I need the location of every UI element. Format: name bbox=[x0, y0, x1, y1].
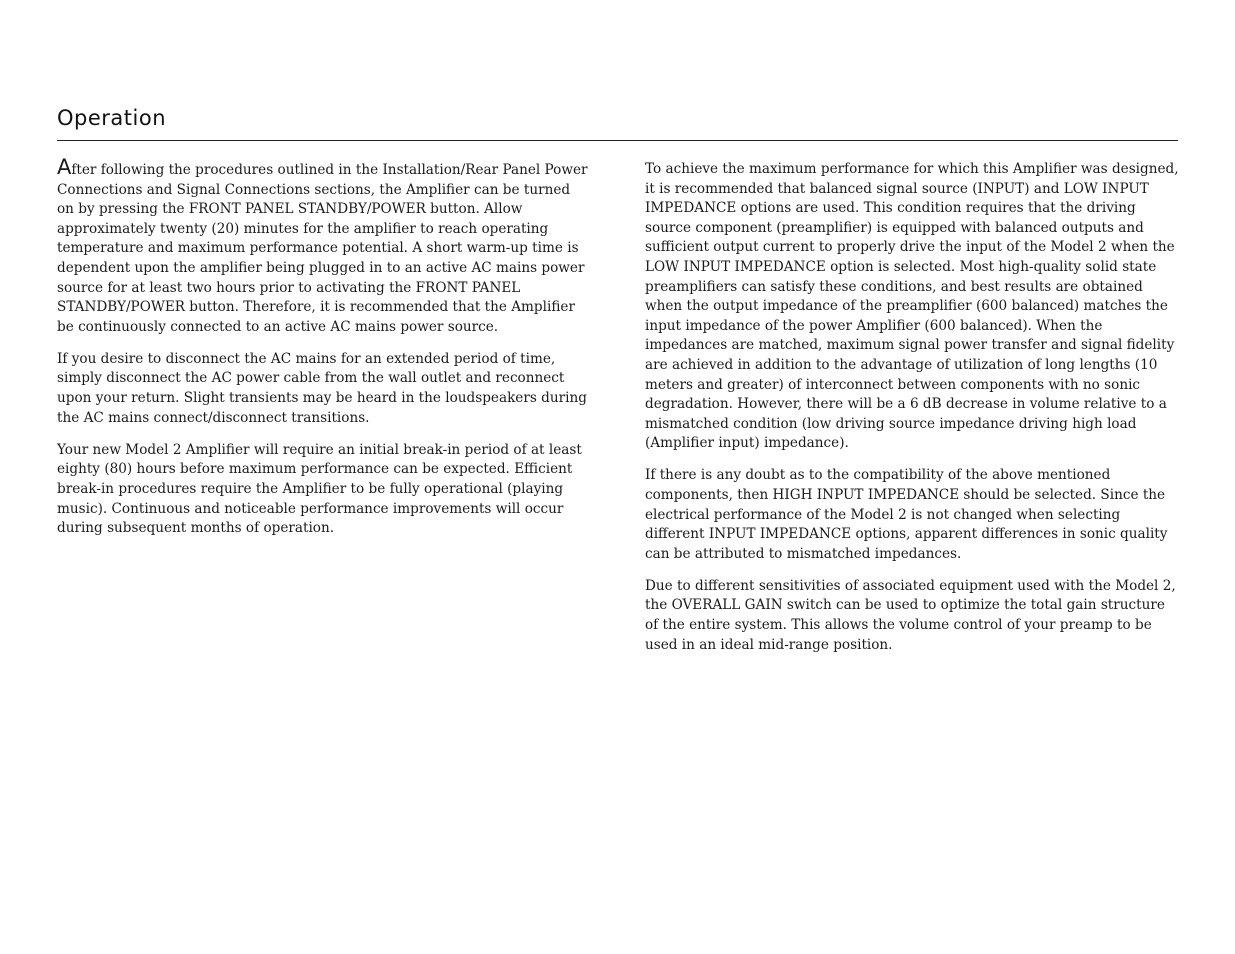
drop-cap: A bbox=[57, 155, 72, 179]
title-divider bbox=[57, 140, 1178, 141]
right-column bbox=[645, 160, 1179, 668]
paragraph-max-performance: To achieve the maximum performance for which this Amplifier was designed, it is recommended that balanced signal source (INPUT) and LOW INPUT IMPEDANCE options are used. This condition requires that the driving source component (preamplifier) is equipped with balanced outputs and sufficient output current to properly drive the input of the Model 2 when the LOW INPUT IMPEDANCE option is selected. Most high-quality solid state preamplifiers can satisfy these conditions, and best results are obtained when the output impedance of the preamplifier (600 balanced) matches the input impedance of the power Amplifier (600 balanced). When the impedances are matched, maximum signal power transfer and signal fidelity are achieved in addition to the advantage of utilization of long lengths (10 meters and greater) of interconnect between components with no sonic degradation. However, there will be a 6 dB decrease in volume relative to a mismatched condition (low driving source impedance driving high load (Amplifier input) impedance). bbox=[645, 161, 1179, 452]
page-title: Operation bbox=[57, 106, 167, 130]
paragraph-break-in: Your new Model 2 Amplifier will require an initial break-in period of at least eighty (80) hours before maximum performance can be expected. Efficient break-in procedures require the Amplifier to be fully operational (playing music). Continuous and noticeable performance improvements will occur during subsequent months of operation. bbox=[57, 441, 582, 537]
paragraph-warm-up bbox=[57, 155, 589, 337]
paragraph-disconnect: If you desire to disconnect the AC mains for an extended period of time, simply disconnect the AC power cable from the wall outlet and reconnect upon your return. Slight transients may be heard in the loudspeakers during the AC mains connect/disconnect transitions. bbox=[57, 350, 587, 426]
paragraph-compatibility: If there is any doubt as to the compatibility of the above mentioned components, then HIGH INPUT IMPEDANCE should be selected. Since the electrical performance of the Model 2 is not changed when selecting different INPUT IMPEDANCE options, apparent differences in sonic quality can be attributed to mismatched impedances. bbox=[645, 467, 1168, 562]
paragraph-warm-up-text: fter following the procedures outlined in the Installation/Rear Panel Power Connections and Signal Connections sections, the Amplifier can be turned on by pressing the FRONT PANEL STANDBY/POWER button. Allow approximately twenty (20) minutes for the amplifier to reach operating temperature and maximum performance potential. A short warm-up time is dependent upon the amplifier being plugged in to an active AC mains power source for at least two hours prior to activating the FRONT PANEL STANDBY/POWER button. Therefore, it is recommended that the Amplifier be continuously connected to an active AC mains power source. bbox=[57, 162, 588, 335]
paragraph-overall-gain: Due to different sensitivities of associated equipment used with the Model 2, the OVERALL GAIN switch can be used to optimize the total gain structure of the entire system. This allows the volume control of your preamp to be used in an ideal mid-range position. bbox=[645, 577, 1176, 653]
left-column bbox=[57, 155, 589, 551]
